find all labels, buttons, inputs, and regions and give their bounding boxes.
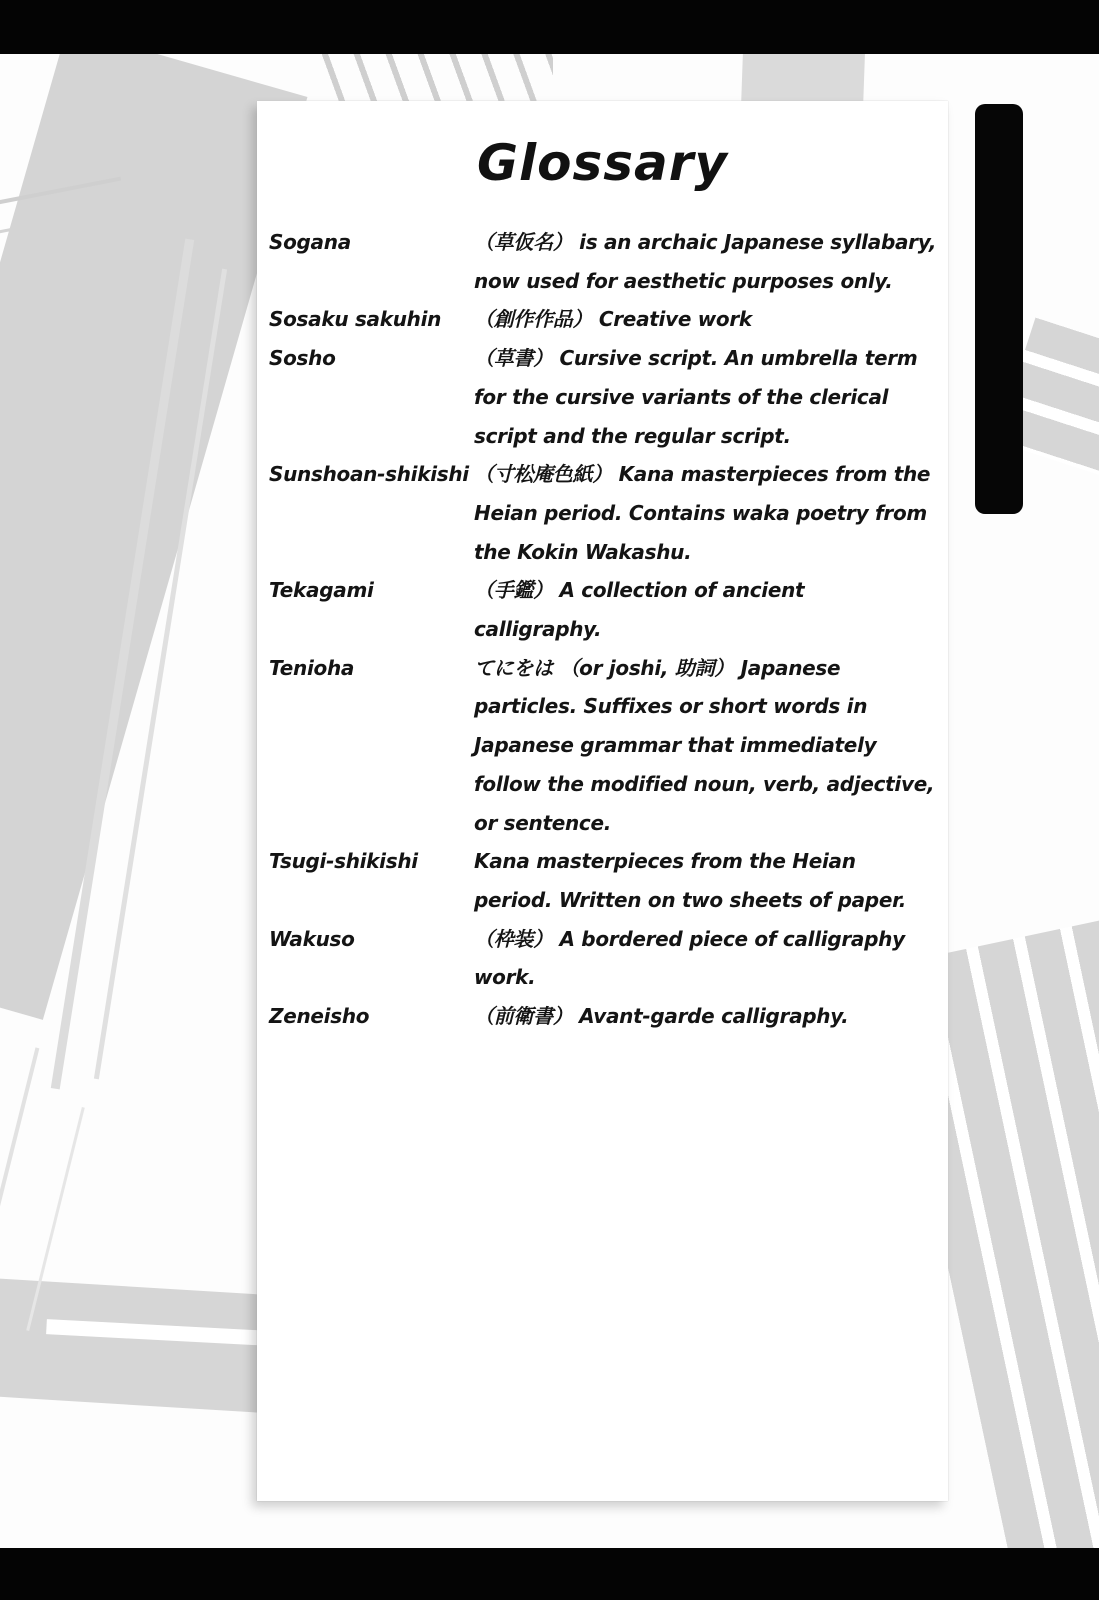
page-title: Glossary [476, 134, 729, 192]
glossary-term: Sosaku sakuhin [269, 307, 442, 332]
glossary-term: Tenioha [269, 655, 355, 680]
glossary-entry [269, 455, 938, 571]
glossary-definition: Kana masterpieces from the Heian period. Written on two sheets of paper. [474, 849, 907, 912]
glossary-definition: （手鑑） A collection of ancient calligraphy. [474, 578, 805, 642]
glossary-definition: （枠装） A bordered piece of calligraphy work. [474, 926, 905, 990]
glossary-page-panel [257, 101, 948, 1501]
glossary-definition: （草書） Cursive script. An umbrella term for the cursive variants of the clerical script and the regular script. [474, 346, 918, 448]
glossary-definition: （草仮名） is an archaic Japanese syllabary, now used for aesthetic purposes only. [474, 230, 937, 293]
glossary-entry [269, 649, 938, 843]
glossary-definition: （創作作品） Creative work [474, 307, 752, 332]
glossary-entry [269, 339, 938, 455]
glossary-entry [269, 920, 938, 997]
glossary-term: Tsugi-shikishi [269, 849, 418, 874]
glossary-term: Tekagami [269, 578, 374, 603]
glossary-term: Sosho [269, 346, 336, 371]
glossary-term: Wakuso [269, 926, 355, 951]
glossary-definition: てにをは （or joshi, 助詞） Japanese particles. Suffixes or short words in Japanese grammar that immediately follow the modified noun, verb, adjective, or sentence. [474, 655, 935, 835]
glossary-entry [269, 571, 938, 648]
glossary-term: Zeneisho [269, 1004, 370, 1029]
bottom-black-border [0, 1548, 1099, 1600]
top-black-border [0, 0, 1099, 54]
glossary-entry [269, 997, 938, 1036]
brush-stroke [0, 1047, 39, 1300]
glossary-entry [269, 300, 938, 339]
glossary-entry [269, 842, 938, 919]
glossary-definition: （前衛書） Avant-garde calligraphy. [474, 1004, 849, 1029]
glossary-definition: （寸松庵色紙） Kana masterpieces from the Heian period. Contains waka poetry from the Kokin Wakashu. [474, 462, 931, 564]
chapter-tab-marker [975, 104, 1023, 514]
glossary-term: Sogana [269, 230, 351, 254]
glossary-entry [269, 223, 938, 300]
glossary-list [257, 223, 948, 1036]
glossary-term: Sunshoan-shikishi [269, 462, 469, 487]
